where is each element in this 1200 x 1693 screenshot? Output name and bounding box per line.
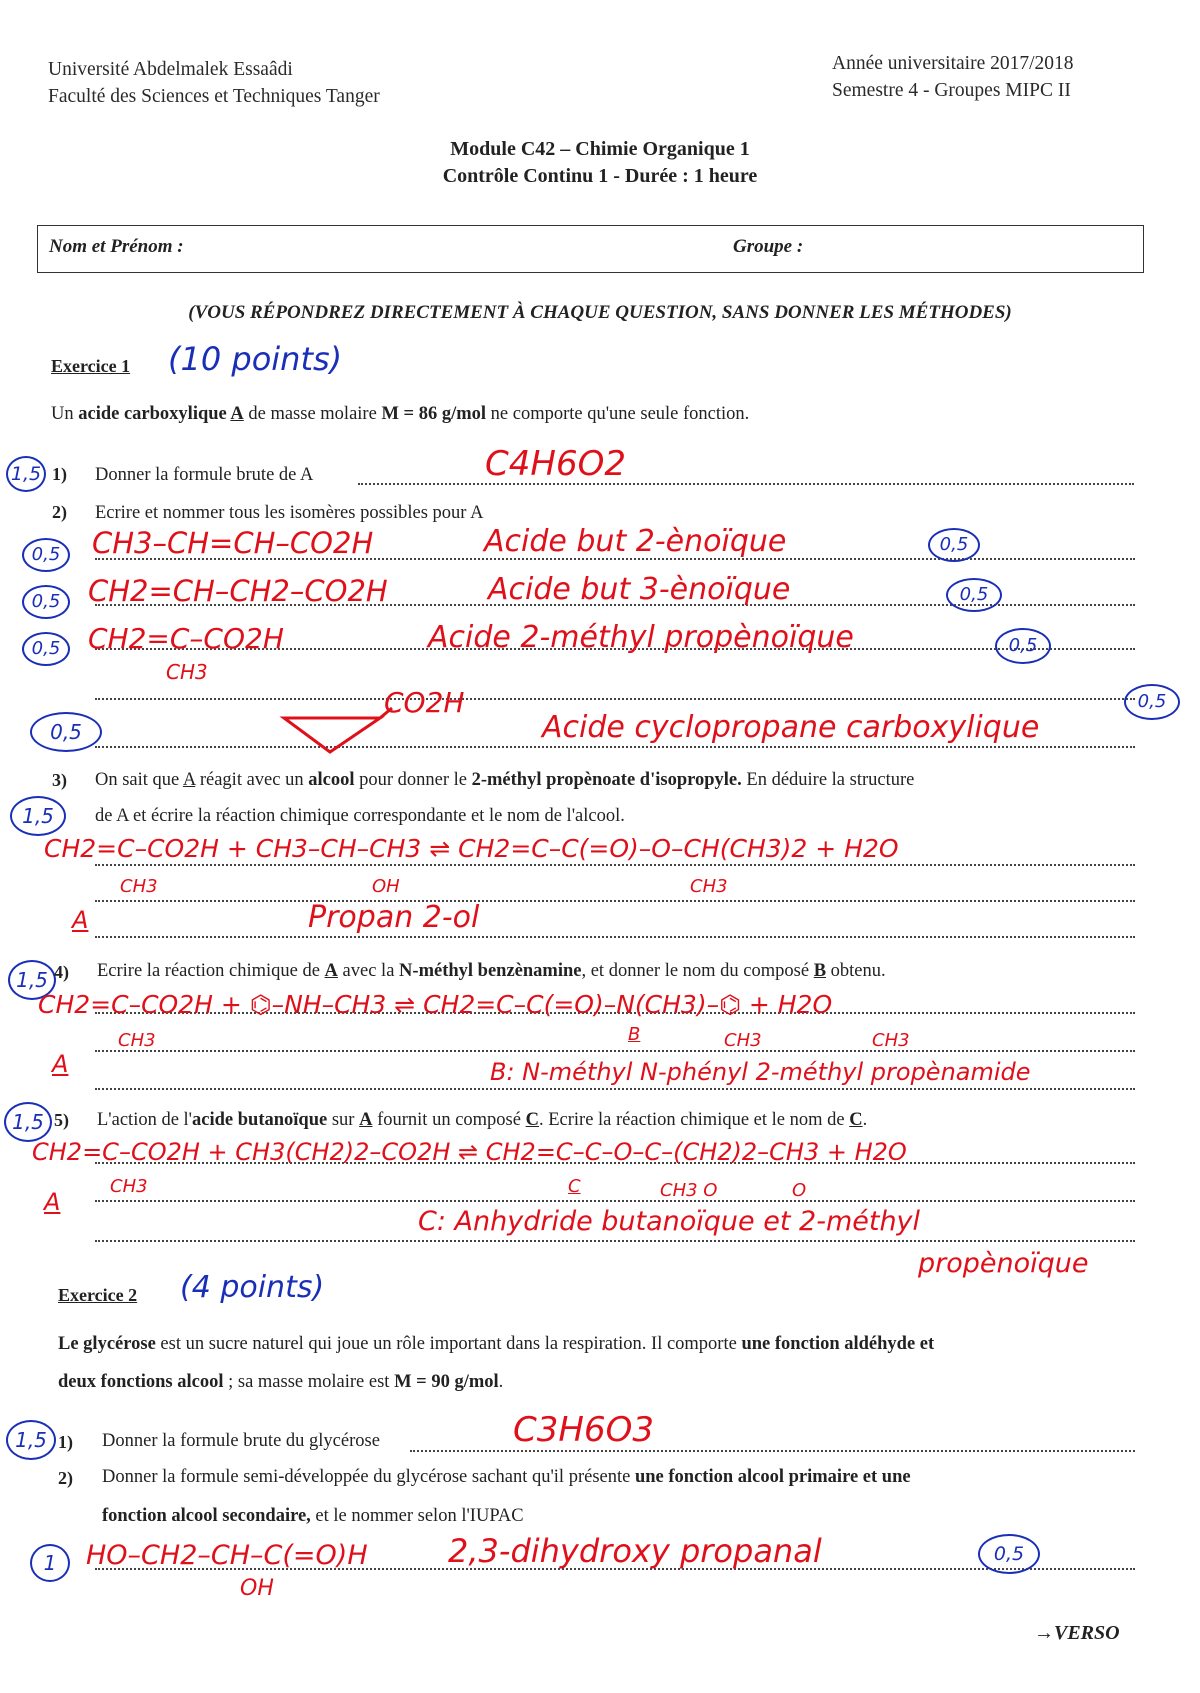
question-text: L'action de l'acide butanoïque sur A fournit un composé C. Ecrire la réaction chimique et le nom de C.	[97, 1110, 868, 1130]
isomer-formula: CH2=CH–CH2–CO2H	[88, 574, 388, 608]
isomer-formula: CO2H	[384, 686, 465, 719]
reaction-substituent: OH	[372, 876, 400, 897]
verso-label: →VERSO	[1034, 1622, 1120, 1644]
isomer-formula: CH2=C–CO2H	[88, 622, 284, 655]
reaction-substituent: CH3	[690, 876, 728, 897]
exam-title: Contrôle Continu 1 - Durée : 1 heure	[442, 165, 758, 187]
reaction-substituent: CH3	[120, 876, 158, 897]
compound-label: A	[52, 1050, 69, 1078]
question-number: 3)	[52, 770, 67, 790]
instruction: (VOUS RÉPONDREZ DIRECTEMENT À CHAQUE QUESTION, SANS DONNER LES MÉTHODES)	[188, 302, 1012, 323]
exercise-1-intro: Un acide carboxylique A de masse molaire M = 86 g/mol ne comporte qu'une seule fonction.	[51, 404, 750, 424]
question-text: Donner la formule brute de A	[95, 465, 314, 485]
isomer-formula: CH3–CH=CH–CO2H	[92, 526, 374, 560]
question-text: Donner la formule brute du glycérose	[102, 1431, 380, 1451]
reaction-equation: CH2=C–CO2H + CH3–CH–CH3 ⇌ CH2=C–C(=O)–O–CH(CH3)2 + H2O	[44, 834, 899, 863]
score-circle: 1,5	[6, 1420, 56, 1460]
score-circle: 0,5	[22, 538, 70, 572]
glycerose-name: 2,3-dihydroxy propanal	[448, 1532, 822, 1570]
exercise-1-title: Exercice 1	[51, 356, 131, 376]
name-label: Nom et Prénom :	[49, 236, 184, 257]
answer-line	[95, 1240, 1135, 1242]
question-text: Ecrire la réaction chimique de A avec la N-méthyl benzènamine, et donner le nom du composé B obtenu.	[97, 961, 886, 981]
cyclopropane-icon	[280, 706, 400, 756]
group-label: Groupe :	[733, 236, 804, 257]
reaction-substituent: CH3	[110, 1176, 148, 1197]
question-number: 1)	[58, 1432, 73, 1452]
score-circle: 0,5	[22, 632, 70, 666]
score-circle: 0,5	[995, 628, 1051, 664]
reaction-substituent: O	[792, 1180, 807, 1201]
isomer-name: Acide 2-méthyl propènoïque	[428, 620, 854, 655]
module-title: Module C42 – Chimie Organique 1	[450, 138, 750, 160]
answer-line	[95, 936, 1135, 938]
answer-line	[95, 900, 1135, 902]
exercise-2-intro: deux fonctions alcool ; sa masse molaire est M = 90 g/mol.	[58, 1372, 504, 1392]
isomer-name: Acide cyclopropane carboxylique	[542, 710, 1040, 745]
alcohol-name: Propan 2-ol	[308, 900, 480, 935]
faculty-name: Faculté des Sciences et Techniques Tanger	[48, 86, 380, 107]
score-circle: 0,5	[928, 528, 980, 562]
university-name: Université Abdelmalek Essaâdi	[48, 59, 293, 80]
exercise-2-intro: Le glycérose est un sucre naturel qui joue un rôle important dans la respiration. Il comporte une fonction aldéhyde et	[58, 1334, 935, 1354]
score-circle: 1,5	[6, 456, 46, 492]
compound-marker: C	[568, 1176, 581, 1197]
semester: Semestre 4 - Groupes MIPC II	[832, 80, 1071, 101]
reaction-equation: CH2=C–CO2H + ⌬–NH–CH3 ⇌ CH2=C–C(=O)–N(CH3)–⌬ + H2O	[38, 990, 833, 1019]
question-text: de A et écrire la réaction chimique correspondante et le nom de l'alcool.	[95, 806, 625, 826]
score-circle: 0,5	[22, 585, 70, 619]
reaction-substituent: CH3	[872, 1030, 910, 1051]
compound-label: A	[44, 1188, 61, 1216]
exercise-1-points: (10 points)	[168, 340, 343, 378]
answer-line	[95, 698, 1135, 700]
exercise-2-title: Exercice 2	[58, 1285, 138, 1305]
question-text: fonction alcool secondaire, et le nommer selon l'IUPAC	[102, 1506, 524, 1526]
answer-line	[95, 746, 1135, 748]
answer-line	[95, 1050, 1135, 1052]
reaction-substituent: CH3	[724, 1030, 762, 1051]
answer-line	[95, 1088, 1135, 1090]
reaction-substituent: CH3	[118, 1030, 156, 1051]
question-text: Donner la formule semi-développée du glycérose sachant qu'il présente une fonction alcool primaire et une	[102, 1467, 911, 1487]
question-text: On sait que A réagit avec un alcool pour donner le 2-méthyl propènoate d'isopropyle. En déduire la structure	[95, 770, 915, 790]
isomer-substituent: CH3	[166, 660, 208, 684]
answer-line	[95, 1200, 1135, 1202]
score-circle: 1	[30, 1544, 70, 1582]
score-circle: 1,5	[4, 1102, 52, 1142]
question-number: 4)	[54, 962, 69, 982]
score-circle: 0,5	[30, 712, 102, 752]
question-number: 2)	[52, 502, 67, 522]
score-circle: 0,5	[946, 578, 1002, 612]
question-text: Ecrire et nommer tous les isomères possibles pour A	[95, 503, 484, 523]
answer-line	[95, 864, 1135, 866]
compound-label: A	[72, 906, 89, 934]
question-number: 5)	[54, 1110, 69, 1130]
reaction-substituent: CH3 O	[660, 1180, 718, 1201]
answer-handwritten: C3H6O3	[513, 1410, 654, 1450]
isomer-name: Acide but 3-ènoïque	[488, 572, 791, 607]
glycerose-formula: HO–CH2–CH–C(=O)H	[86, 1540, 368, 1571]
compound-marker: B	[628, 1024, 641, 1045]
score-circle: 1,5	[8, 960, 56, 1000]
reaction-equation: CH2=C–CO2H + CH3(CH2)2–CO2H ⇌ CH2=C–C–O–C–(CH2)2–CH3 + H2O	[32, 1138, 907, 1166]
compound-name: C: Anhydride butanoïque et 2-méthyl	[418, 1206, 921, 1237]
score-circle: 0,5	[978, 1534, 1040, 1574]
formula-substituent: OH	[240, 1576, 274, 1601]
answer-line	[358, 483, 1134, 485]
compound-name: propènoïque	[918, 1248, 1089, 1279]
question-number: 1)	[52, 464, 67, 484]
name-box	[37, 225, 1144, 273]
isomer-name: Acide but 2-ènoïque	[484, 524, 787, 559]
answer-handwritten: C4H6O2	[485, 444, 626, 484]
score-circle: 0,5	[1124, 684, 1180, 720]
exercise-2-points: (4 points)	[180, 1270, 325, 1305]
score-circle: 1,5	[10, 796, 66, 836]
compound-name: B: N-méthyl N-phényl 2-méthyl propènamide	[490, 1058, 1031, 1086]
academic-year: Année universitaire 2017/2018	[832, 53, 1074, 74]
question-number: 2)	[58, 1468, 73, 1488]
answer-line	[410, 1450, 1135, 1452]
